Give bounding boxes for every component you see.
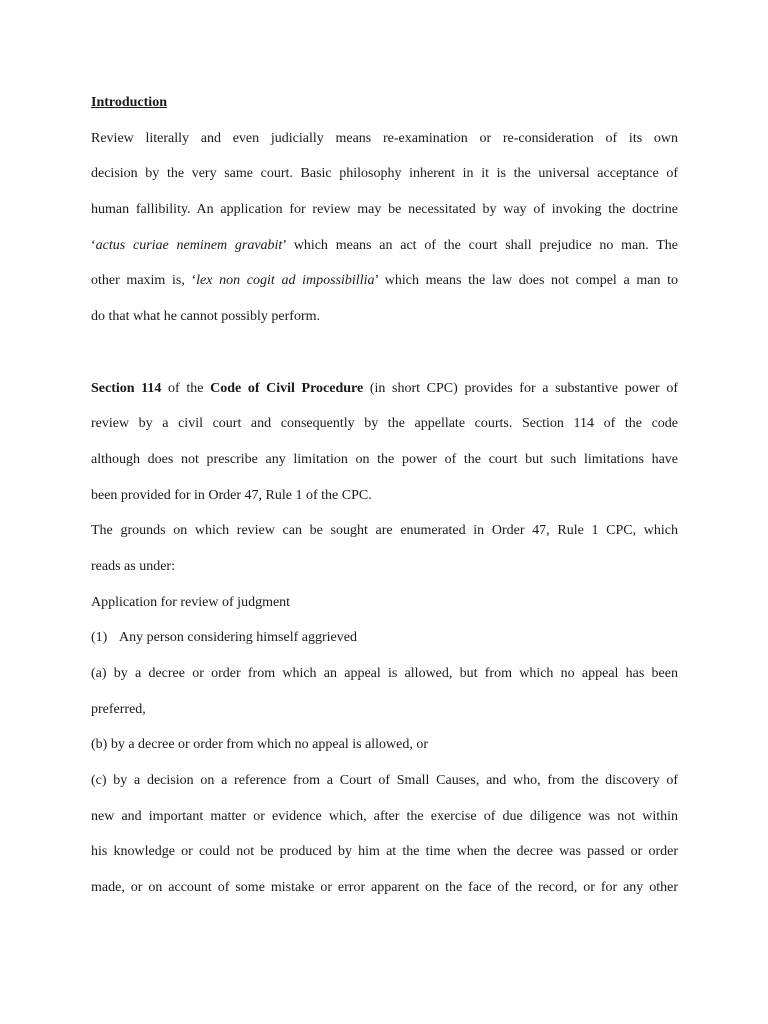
paragraph-line-maxim-1 [91, 235, 678, 271]
rule-item-c: (c) by a decision on a reference from a Court of Small Causes, and who, from the discovery of [91, 773, 678, 789]
item-text: Any person considering himself aggrieved [119, 630, 357, 646]
latin-maxim-1: actus curiae neminem gravabit [95, 237, 283, 253]
paragraph-line: reads as under: [91, 558, 175, 574]
document-page [91, 92, 678, 913]
quote-open: ‘ [91, 237, 96, 253]
paragraph-line: do that what he cannot possibly perform. [91, 309, 321, 325]
rule-item-b: (b) by a decree or order from which no appeal is allowed, or [91, 737, 429, 753]
paragraph-line: Review literally and even judicially means re-examination or re-consideration of its own [91, 130, 678, 146]
latin-maxim-2: lex non cogit ad impossibillia [196, 273, 375, 289]
maxim-2-intro: other maxim is, ‘ [91, 273, 197, 289]
code-name: Code of Civil Procedure [210, 380, 364, 396]
paragraph-line: been provided for in Order 47, Rule 1 of the CPC. [91, 487, 372, 503]
paragraph-line: The grounds on which review can be sought are enumerated in Order 47, Rule 1 CPC, which [91, 523, 678, 539]
paragraph-line-section [91, 378, 678, 414]
paragraph-line: decision by the very same court. Basic philosophy inherent in it is the universal acceptance of [91, 166, 678, 182]
rule-item-c-line: made, or on account of some mistake or error apparent on the face of the record, or for any other [91, 880, 678, 896]
rule-item-1 [91, 627, 678, 663]
rule-item-c-line: his knowledge or could not be produced by him at the time when the decree was passed or order [91, 844, 678, 860]
rule-item-c-line: new and important matter or evidence which, after the exercise of due diligence was not within [91, 808, 678, 824]
rule-item-a: (a) by a decree or order from which an appeal is allowed, but from which no appeal has been [91, 666, 678, 681]
paragraph-line: review by a civil court and consequently by the appellate courts. Section 114 of the code [91, 416, 678, 432]
paragraph-gap [91, 342, 678, 378]
section-heading: Introduction [91, 95, 167, 110]
maxim-2-explanation: ’ which means the law does not compel a man to [374, 273, 679, 289]
rule-title: Application for review of judgment [91, 594, 291, 610]
item-number: (1) [91, 630, 108, 646]
section-reference: Section 114 [91, 380, 162, 396]
connector-text: of the [161, 380, 211, 396]
paragraph-line: although does not prescribe any limitation on the power of the court but such limitations have [91, 451, 678, 467]
paragraph-line-maxim-2 [91, 270, 678, 306]
paragraph-line: human fallibility. An application for review may be necessitated by way of invoking the doctrine [91, 202, 678, 218]
section-description: (in short CPC) provides for a substantive power of [363, 380, 678, 396]
maxim-1-explanation: ’ which means an act of the court shall prejudice no man. The [282, 237, 678, 253]
rule-item-a-continued: preferred, [91, 701, 146, 717]
